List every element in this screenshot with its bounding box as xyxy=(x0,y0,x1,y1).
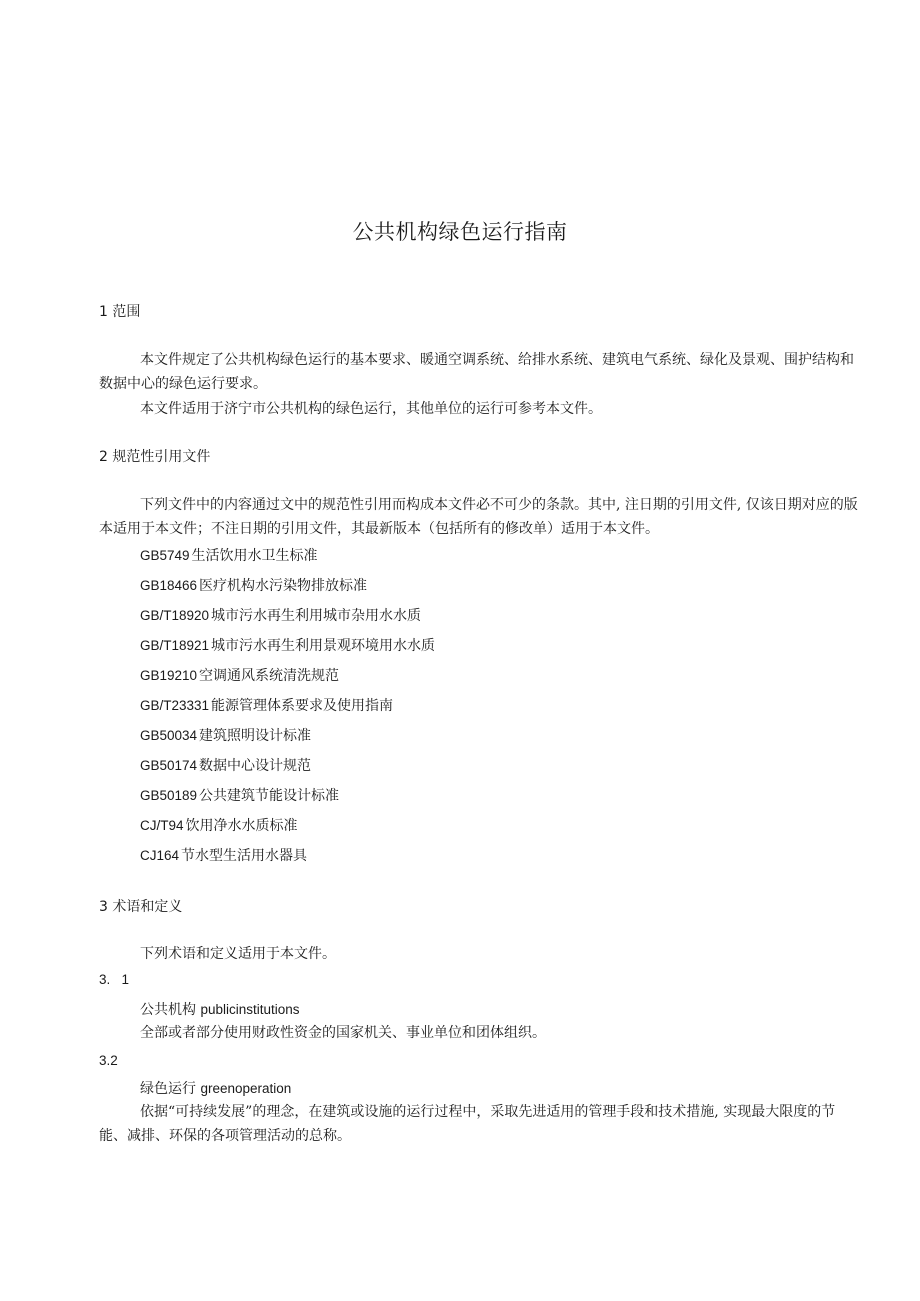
reference-name: 空调通风系统清洗规范 xyxy=(199,668,340,684)
section-2-heading: 2 规范性引用文件 xyxy=(99,449,211,465)
term-title xyxy=(140,999,300,1021)
reference-code: GB/T18920 xyxy=(140,608,210,623)
reference-item xyxy=(140,754,435,784)
reference-name: 节水型生活用水器具 xyxy=(181,848,308,864)
section-3-intro: 下列术语和定义适用于本文件。 xyxy=(140,946,336,962)
term-english: publicinstitutions xyxy=(200,1002,300,1017)
section-1-paragraph-1: 本文件规定了公共机构绿色运行的基本要求、暖通空调系统、给排水系统、建筑电气系统、绿化及景观、围护结构和数据中心的绿色运行要求。 xyxy=(99,352,854,392)
term-english: greenoperation xyxy=(200,1081,292,1096)
term-number: 3. 1 xyxy=(99,972,130,987)
section-1-paragraph-2: 本文件适用于济宁市公共机构的绿色运行，其他单位的运行可参考本文件。 xyxy=(140,401,602,417)
term-definition: 依据“可持续发展”的理念，在建筑或设施的运行过程中，采取先进适用的管理手段和技术措施, 实现最大限度的节能、减排、环保的各项管理活动的总称。 xyxy=(99,1104,836,1144)
reference-name: 医疗机构水污染物排放标准 xyxy=(199,578,368,594)
reference-code: GB50189 xyxy=(140,788,198,803)
reference-name: 城市污水再生利用城市杂用水水质 xyxy=(211,608,422,624)
reference-name: 数据中心设计规范 xyxy=(199,758,312,774)
term-chinese: 公共机构 xyxy=(140,1002,196,1018)
reference-code: GB18466 xyxy=(140,578,198,593)
reference-item xyxy=(140,664,435,694)
reference-code: GB/T23331 xyxy=(140,698,210,713)
term-definition: 全部或者部分使用财政性资金的国家机关、事业单位和团体组织。 xyxy=(140,1025,546,1041)
reference-item xyxy=(140,574,435,604)
reference-item xyxy=(140,784,435,814)
reference-item xyxy=(140,694,435,724)
reference-item xyxy=(140,724,435,754)
reference-code: GB5749 xyxy=(140,548,190,563)
reference-name: 生活饮用水卫生标准 xyxy=(191,548,318,564)
term-title xyxy=(140,1078,291,1100)
term-chinese: 绿色运行 xyxy=(140,1081,196,1097)
reference-code: GB19210 xyxy=(140,668,198,683)
reference-name: 饮用净水水质标准 xyxy=(185,818,298,834)
normative-reference-list xyxy=(140,544,435,874)
section-2-intro: 下列文件中的内容通过文中的规范性引用而构成本文件必不可少的条款。其中, 注日期的引用文件, 仅该日期对应的版本适用于本文件；不注日期的引用文件，其最新版本（包括所有的修改单）适用于本文件。 xyxy=(99,497,858,537)
reference-item xyxy=(140,844,435,874)
term-number: 3.2 xyxy=(99,1053,118,1068)
reference-code: CJ164 xyxy=(140,848,180,863)
document-title: 公共机构绿色运行指南 xyxy=(352,220,568,244)
section-3-heading: 3 术语和定义 xyxy=(99,899,183,915)
reference-name: 城市污水再生利用景观环境用水水质 xyxy=(211,638,436,654)
reference-name: 建筑照明设计标准 xyxy=(199,728,312,744)
reference-code: GB/T18921 xyxy=(140,638,210,653)
reference-code: GB50174 xyxy=(140,758,198,773)
section-1-heading: 1 范围 xyxy=(99,304,141,320)
reference-item xyxy=(140,604,435,634)
reference-code: GB50034 xyxy=(140,728,198,743)
reference-name: 能源管理体系要求及使用指南 xyxy=(211,698,394,714)
reference-name: 公共建筑节能设计标准 xyxy=(199,788,340,804)
reference-item xyxy=(140,814,435,844)
reference-code: CJ/T94 xyxy=(140,818,184,833)
reference-item xyxy=(140,634,435,664)
reference-item xyxy=(140,544,435,574)
